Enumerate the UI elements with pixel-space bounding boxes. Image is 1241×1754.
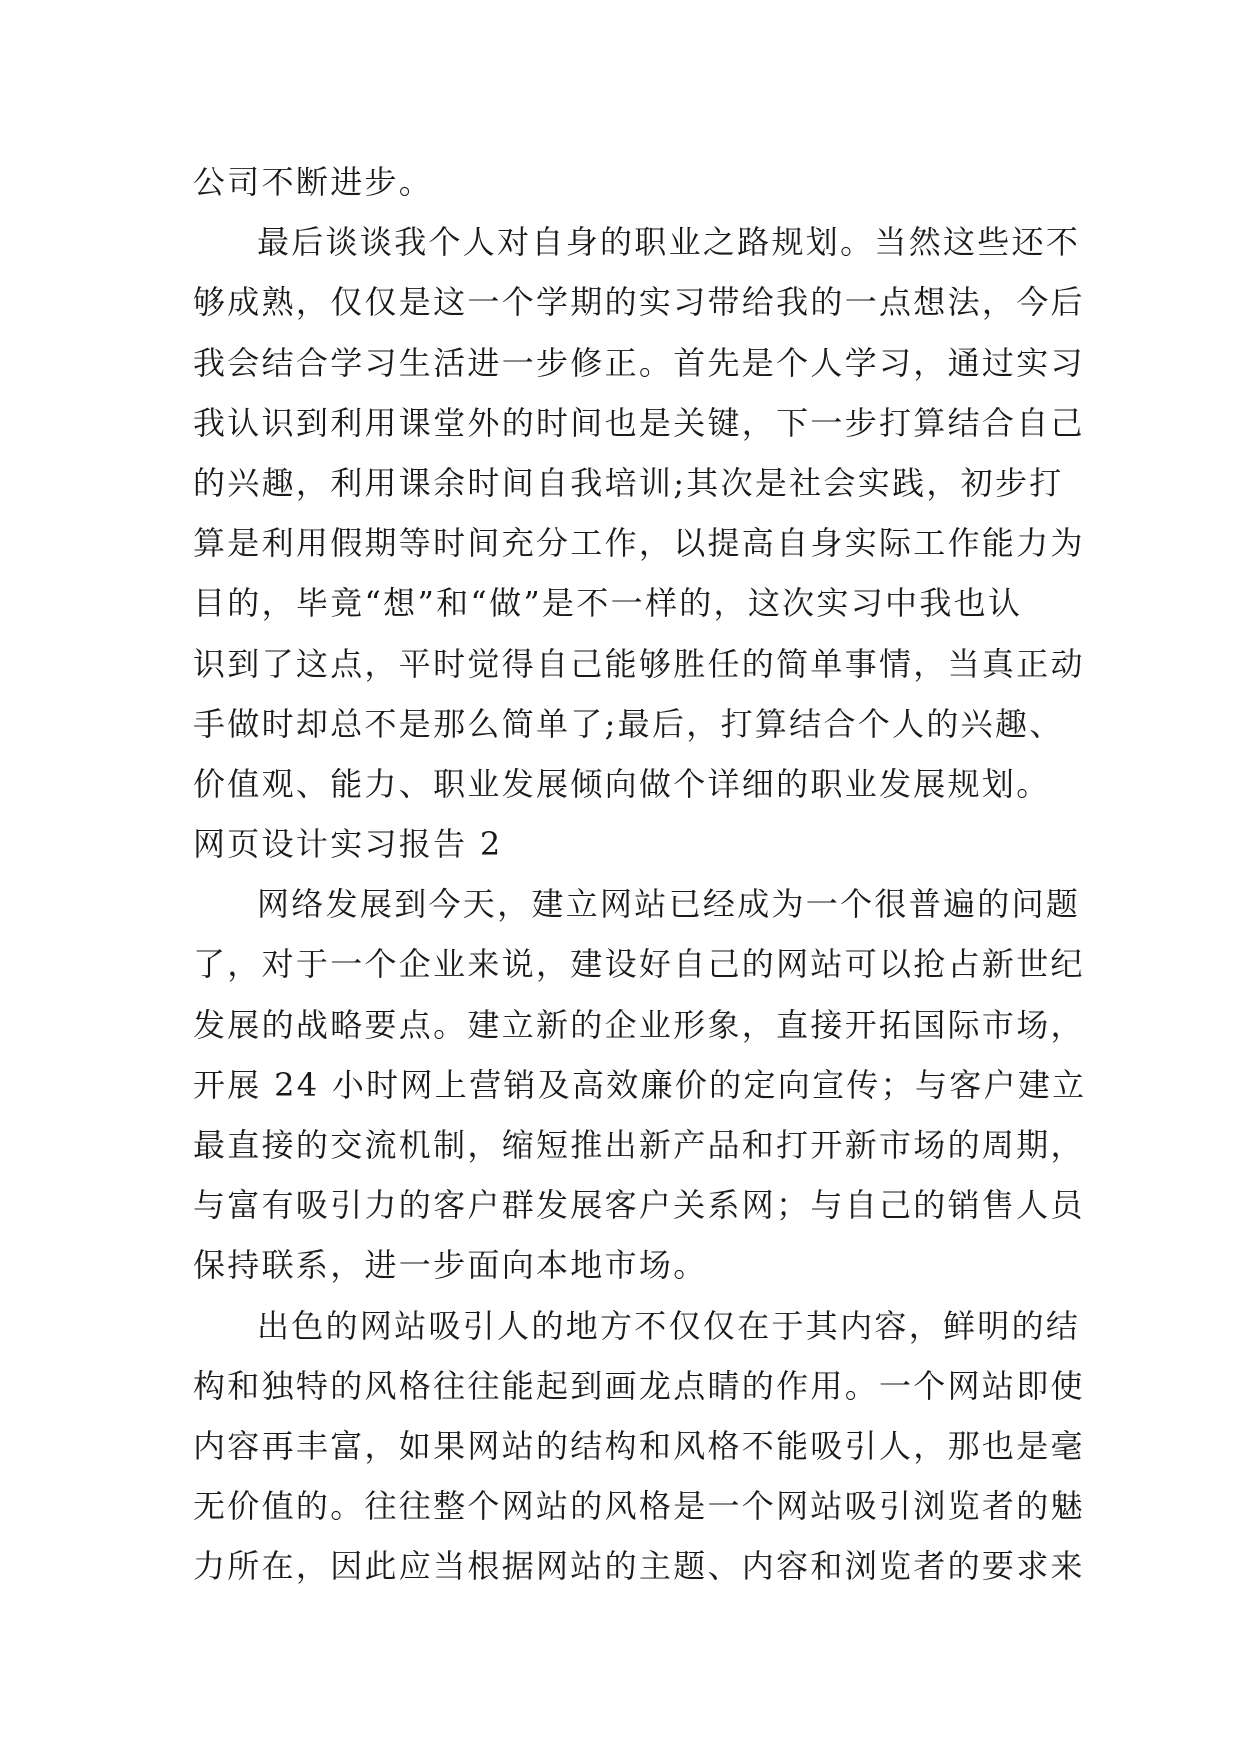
text-line: 无价值的。往往整个网站的风格是一个网站吸引浏览者的魅 xyxy=(193,1487,1085,1526)
text-line: 识到了这点，平时觉得自己能够胜任的简单事情，当真正动 xyxy=(193,644,1085,683)
text-line: 价值观、能力、职业发展倾向做个详细的职业发展规划。 xyxy=(193,764,1051,803)
text-line: 最直接的交流机制，缩短推出新产品和打开新市场的周期， xyxy=(193,1126,1085,1164)
text-line: 手做时却总不是那么简单了;最后，打算结合个人的兴趣、 xyxy=(193,704,1064,743)
text-line: 我会结合学习生活进一步修正。首先是个人学习，通过实习 xyxy=(193,343,1085,382)
text-line: 我认识到利用课堂外的时间也是关键，下一步打算结合自己 xyxy=(193,403,1085,442)
text-line: 开展 24 小时网上营销及高效廉价的定向宣传；与客户建立 xyxy=(193,1065,1087,1104)
paragraph-start-line: 最后谈谈我个人对自身的职业之路规划。当然这些还不 xyxy=(257,223,1081,262)
text-line: 内容再丰富，如果网站的结构和风格不能吸引人，那也是毫 xyxy=(193,1426,1085,1465)
text-line: 与富有吸引力的客户群发展客户关系网；与自己的销售人员 xyxy=(193,1186,1085,1225)
text-line: 公司不断进步。 xyxy=(193,163,434,201)
text-line: 保持联系，进一步面向本地市场。 xyxy=(193,1246,708,1285)
text-line: 算是利用假期等时间充分工作，以提高自身实际工作能力为 xyxy=(193,524,1085,563)
text-line: 够成熟，仅仅是这一个学期的实习带给我的一点想法，今后 xyxy=(193,283,1085,322)
paragraph-start-line: 网络发展到今天，建立网站已经成为一个很普遍的问题 xyxy=(257,885,1081,924)
section-heading: 网页设计实习报告 2 xyxy=(193,825,503,864)
text-line: 发展的战略要点。建立新的企业形象，直接开拓国际市场， xyxy=(193,1005,1085,1044)
document-page xyxy=(193,152,1087,1597)
text-line: 目的，毕竟“想”和“做”是不一样的，这次实习中我也认 xyxy=(193,584,1023,623)
text-line: 力所在，因此应当根据网站的主题、内容和浏览者的要求来 xyxy=(193,1547,1085,1586)
text-line: 的兴趣，利用课余时间自我培训;其次是社会实践，初步打 xyxy=(193,463,1064,502)
paragraph-start-line: 出色的网站吸引人的地方不仅仅在于其内容，鲜明的结 xyxy=(257,1306,1081,1345)
text-line: 构和独特的风格往往能起到画龙点睛的作用。一个网站即使 xyxy=(193,1366,1085,1405)
text-line: 了，对于一个企业来说，建设好自己的网站可以抢占新世纪 xyxy=(193,945,1085,984)
